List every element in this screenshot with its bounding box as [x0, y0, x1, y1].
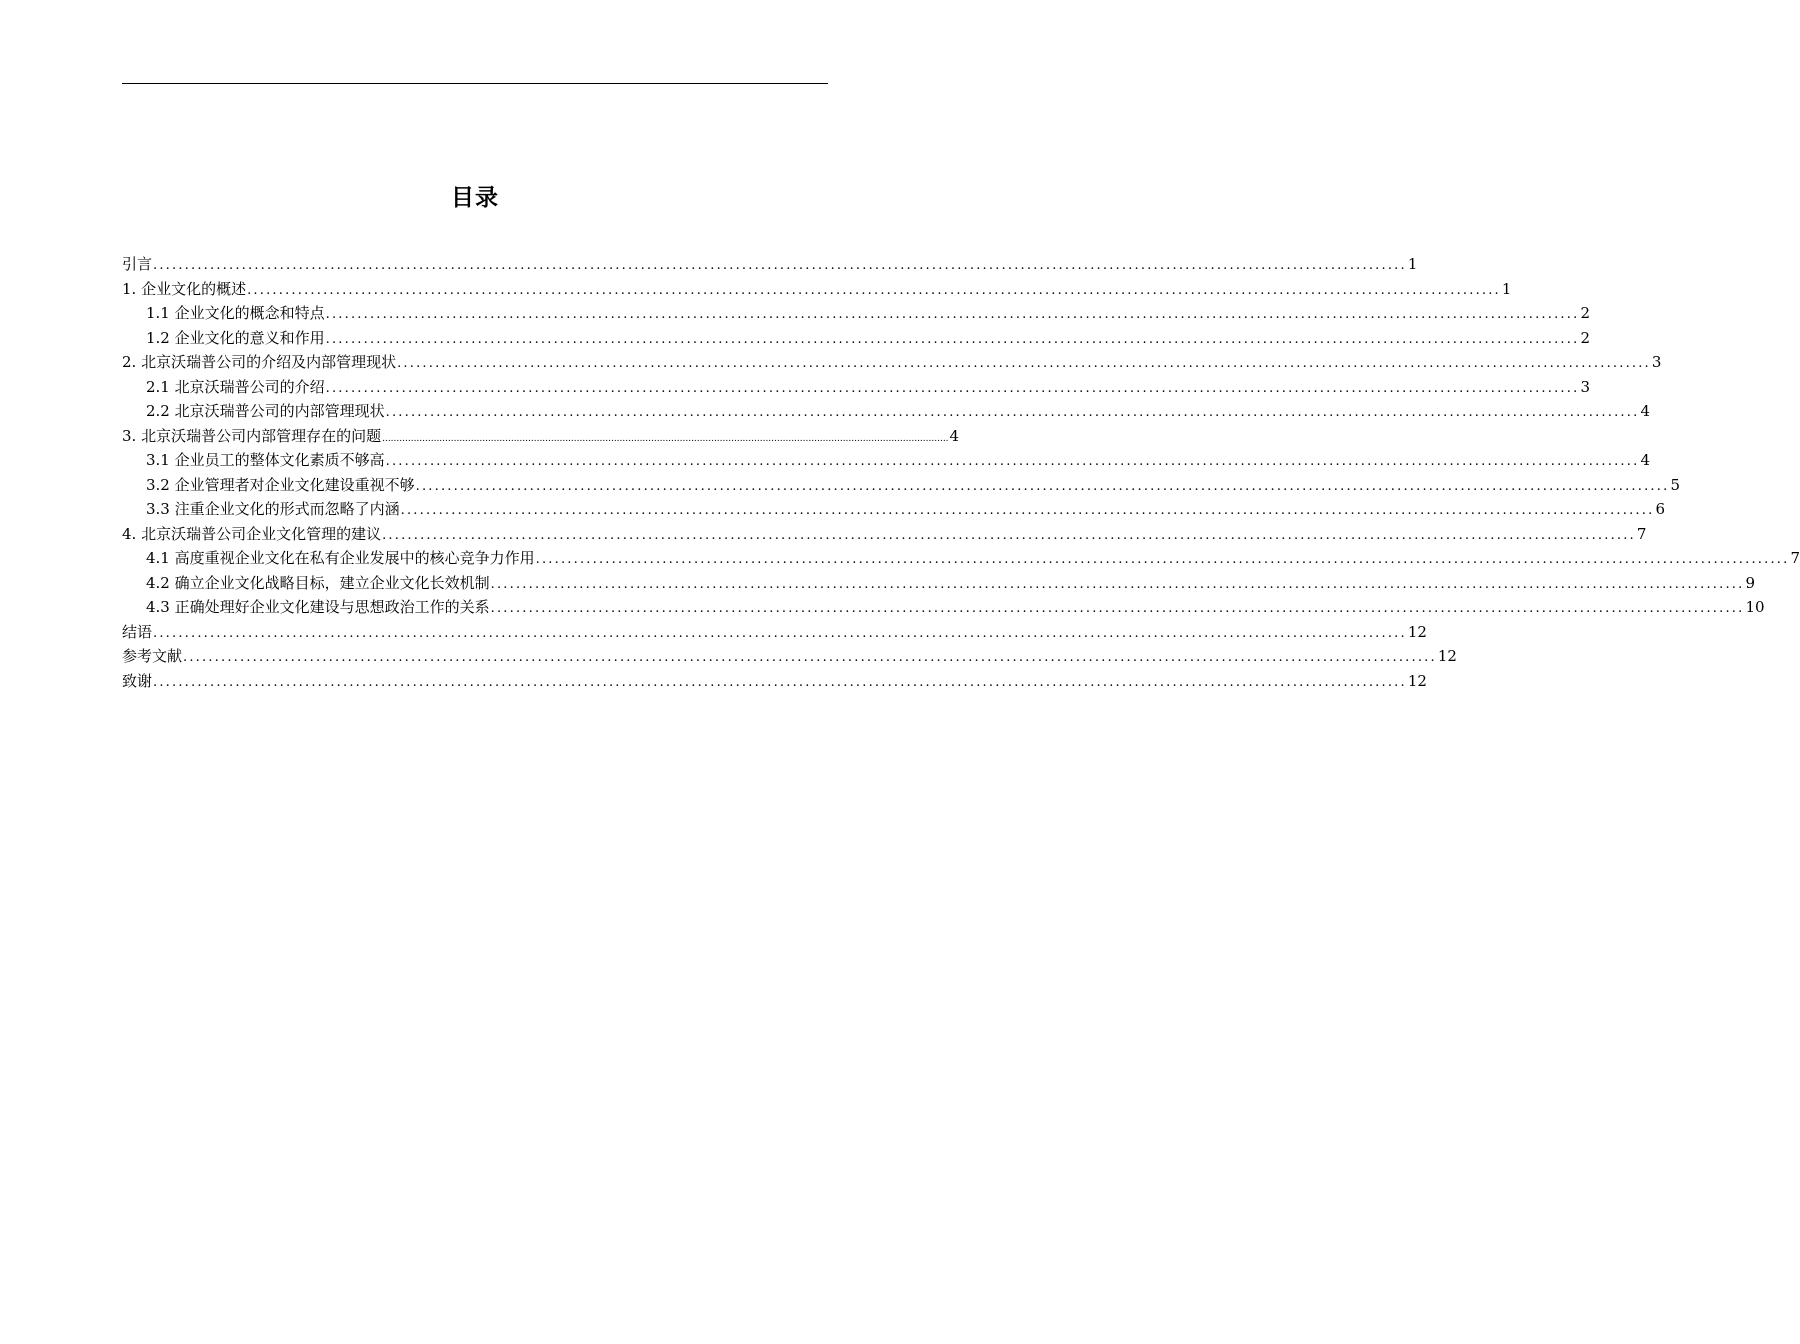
dot-leader: ...................................................................................................................................................................................................... — [325, 307, 1580, 322]
toc-entry-label: 2. 北京沃瑞普公司的介绍及内部管理现状 — [122, 353, 397, 371]
toc-entry — [122, 350, 1662, 375]
toc-entry-page: 2 — [1580, 304, 1590, 322]
toc-entry — [122, 301, 1590, 326]
toc-entry-page: 7 — [1790, 549, 1800, 567]
toc-entry-label: 3. 北京沃瑞普公司内部管理存在的问题 — [122, 426, 382, 445]
toc-entry — [122, 473, 1680, 498]
toc-entry — [122, 277, 1512, 302]
toc-entry-page: 10 — [1745, 598, 1765, 616]
dot-leader: ...................................................................................................................................................................................................... — [153, 674, 1407, 690]
page-title: 目录 — [451, 185, 499, 211]
dot-leader: ...................................................................................................................................................................................................... — [153, 258, 1407, 273]
dot-leader: ...................................................................................................................................................................................................... — [325, 380, 1580, 396]
toc-entry-page: 12 — [1437, 647, 1457, 665]
dot-leader: ...................................................................................................................................................................................................... — [415, 478, 1670, 494]
toc-entry — [122, 399, 1650, 424]
toc-entry-page: 4 — [949, 426, 960, 445]
toc-entry-label: 3.1 企业员工的整体文化素质不够高 — [146, 451, 385, 469]
toc-entry-page: 9 — [1745, 573, 1755, 592]
toc-entry-page: 12 — [1407, 622, 1427, 641]
header-rule — [122, 83, 828, 84]
dot-leader: ...................................................................................................................................................................................................... — [490, 601, 1745, 616]
toc-entry-label: 3.2 企业管理者对企业文化建设重视不够 — [146, 475, 415, 494]
dot-leader: ...................................................................................................................................................................................................... — [400, 503, 1655, 518]
toc-entry-label: 4.2 确立企业文化战略目标，建立企业文化长效机制 — [146, 573, 490, 592]
toc-entry-page: 5 — [1670, 475, 1680, 494]
toc-entry-label: 参考文献 — [122, 647, 183, 665]
toc-entry-page: 12 — [1407, 671, 1427, 690]
toc-entry-label: 3.3 注重企业文化的形式而忽略了内涵 — [146, 500, 400, 518]
toc-entry — [122, 497, 1665, 522]
toc-entry — [122, 522, 1647, 547]
toc-entry-label: 4.3 正确处理好企业文化建设与思想政治工作的关系 — [146, 598, 490, 616]
toc-entry-label: 2.2 北京沃瑞普公司的内部管理现状 — [146, 402, 385, 420]
dot-leader: ...................................................................................................................................................................................................... — [385, 454, 1640, 469]
toc-entry-page: 1 — [1407, 255, 1418, 273]
toc-entry-label: 4. 北京沃瑞普公司企业文化管理的建议 — [122, 524, 382, 543]
toc-entry-label: 1.2 企业文化的意义和作用 — [146, 328, 325, 347]
toc-entry-page: 4 — [1640, 451, 1650, 469]
toc-entry — [122, 644, 1457, 669]
dot-leader: ...................................................................................................................................................................................................... — [153, 625, 1407, 641]
toc-entry-page: 7 — [1636, 524, 1647, 543]
dot-leader: ...................................................................................................................................................................................................... — [325, 331, 1580, 347]
toc-entry-label: 1. 企业文化的概述 — [122, 279, 247, 298]
dot-leader: ...................................................................................................................................................................................................... — [385, 405, 1640, 420]
toc-entry — [122, 252, 1418, 277]
toc-entry — [122, 595, 1765, 620]
table-of-contents — [122, 252, 1800, 693]
toc-entry-label: 1.1 企业文化的概念和特点 — [146, 304, 325, 322]
toc-entry-page: 1 — [1501, 279, 1512, 298]
toc-entry-page: 3 — [1651, 353, 1662, 371]
toc-entry-page: 6 — [1655, 500, 1665, 518]
toc-entry-label: 引言 — [122, 255, 153, 273]
dot-leader: ...................................................................................................................................................................................................... — [183, 650, 1437, 665]
dot-leader: ...................................................................................................................................................................................................... — [247, 282, 1501, 298]
toc-entry — [122, 375, 1590, 400]
dot-leader: ...................................................................................................................................................................................................... — [397, 356, 1651, 371]
dot-leader: ...................................................................................................................................................................................................... — [382, 527, 1636, 543]
dot-leader: ...................................................................................................................................................................................................... — [382, 433, 949, 444]
toc-entry — [122, 448, 1650, 473]
toc-entry — [122, 571, 1755, 596]
toc-entry — [122, 424, 960, 449]
toc-entry — [122, 546, 1800, 571]
toc-entry-label: 4.1 高度重视企业文化在私有企业发展中的核心竞争力作用 — [146, 549, 535, 567]
toc-entry-label: 2.1 北京沃瑞普公司的介绍 — [146, 377, 325, 396]
dot-leader: ...................................................................................................................................................................................................... — [490, 576, 1745, 592]
dot-leader: ...................................................................................................................................................................................................... — [535, 552, 1790, 567]
toc-entry-label: 致谢 — [122, 671, 153, 690]
toc-entry-label: 结语 — [122, 622, 153, 641]
toc-entry-page: 4 — [1640, 402, 1650, 420]
toc-entry-page: 3 — [1580, 377, 1590, 396]
toc-entry — [122, 326, 1590, 351]
toc-entry-page: 2 — [1580, 328, 1590, 347]
toc-entry — [122, 620, 1427, 645]
toc-entry — [122, 669, 1427, 694]
